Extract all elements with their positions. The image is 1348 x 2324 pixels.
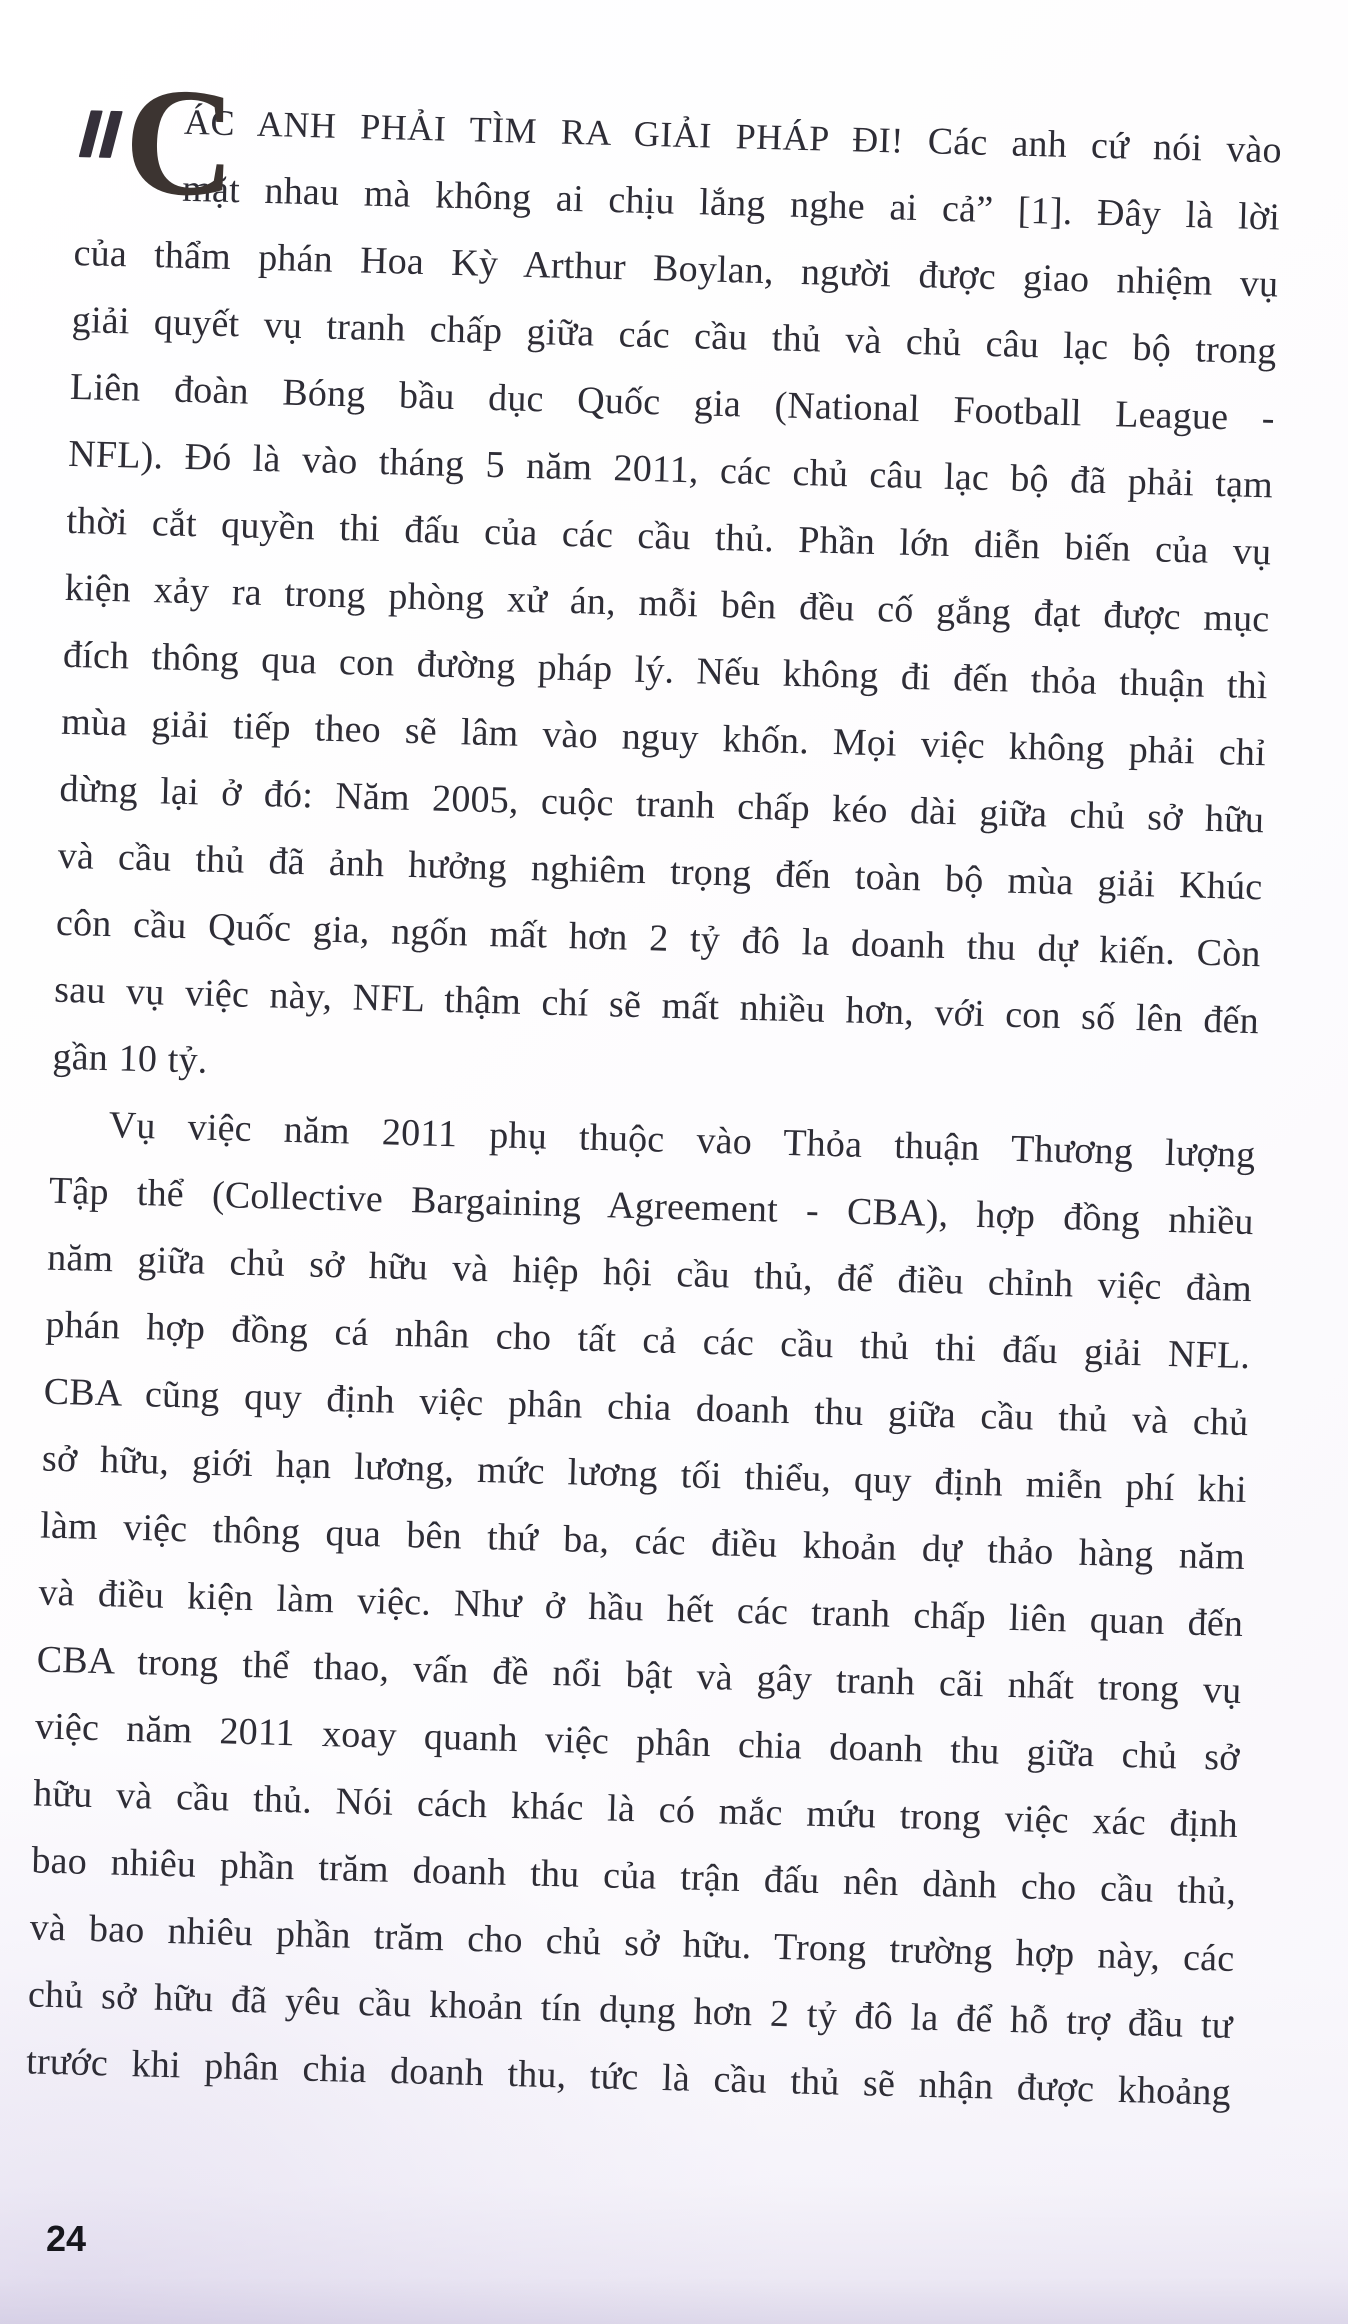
- text-line: sau vụ việc này, NFL thậm chí sẽ mất nhiều hơn, với con số lên đến: [53, 968, 1260, 1043]
- dropcap-block: [75, 56, 238, 230]
- text-line: việc năm 2011 xoay quanh việc phân chia doanh thu giữa chủ sở: [34, 1705, 1241, 1779]
- quote-lead-caps: ÁC ANH PHẢI TÌM RA GIẢI PHÁP ĐI!: [183, 101, 905, 161]
- text-line: kiện xảy ra trong phòng xử án, mỗi bên đều cố gắng đạt được mục: [64, 566, 1270, 641]
- text-line: thời cắt quyền thi đấu của các cầu thủ. Phần lớn diễn biến của vụ: [66, 499, 1272, 574]
- text-line: Vụ việc năm 2011 phụ thuộc vào Thỏa thuận Thương lượng: [108, 1104, 1256, 1177]
- opening-quote-icon: [84, 110, 117, 158]
- page-text-block: [25, 56, 1283, 2127]
- text-line: mùa giải tiếp theo sẽ lâm vào nguy khốn. Mọi việc không phải chỉ: [60, 700, 1267, 775]
- text-line: chủ sở hữu đã yêu cầu khoản tín dụng hơn 2 tỷ đô la để hỗ trợ đầu tư: [27, 1973, 1234, 2047]
- text-line: Tập thể (Collective Bargaining Agreement - CBA), hợp đồng nhiều: [48, 1169, 1255, 1244]
- text-line: NFL). Đó là vào tháng 5 năm 2011, các chủ câu lạc bộ đã phải tạm: [67, 432, 1274, 507]
- text-line: mặt nhau mà không ai chịu lắng nghe ai cả” [1]. Đây là lời: [181, 167, 1281, 239]
- text-line: sở hữu, giới hạn lương, mức lương tối thiểu, quy định miễn phí khi: [41, 1437, 1248, 1512]
- text-line: gần 10 tỷ.: [52, 1035, 209, 1082]
- text-line: côn cầu Quốc gia, ngốn mất hơn 2 tỷ đô la doanh thu dự kiến. Còn: [55, 901, 1262, 976]
- text-line: bao nhiêu phần trăm doanh thu của trận đấu nên dành cho cầu thủ,: [30, 1839, 1237, 1913]
- text-line: giải quyết vụ tranh chấp giữa các cầu thủ và chủ câu lạc bộ trong: [71, 298, 1278, 373]
- dropcap-letter: C: [122, 56, 238, 230]
- text-line: CBA cũng quy định việc phân chia doanh thu giữa cầu thủ và chủ: [43, 1370, 1249, 1445]
- text-line: làm việc thông qua bên thứ ba, các điều khoản dự thảo hàng năm: [39, 1504, 1246, 1579]
- text-line: và bao nhiêu phần trăm cho chủ sở hữu. Trong trường hợp này, các: [29, 1906, 1235, 1980]
- text-line: hữu và cầu thủ. Nói cách khác là có mắc mứu trong việc xác định: [32, 1772, 1239, 1846]
- text-line: trước khi phân chia doanh thu, tức là cầu thủ sẽ nhận được khoảng: [25, 2040, 1232, 2114]
- text-line: đích thông qua con đường pháp lý. Nếu không đi đến thỏa thuận thì: [62, 633, 1269, 708]
- text-line: phán hợp đồng cá nhân cho tất cả các cầu thủ thi đấu giải NFL.: [45, 1303, 1251, 1378]
- text-line: và cầu thủ đã ảnh hưởng nghiêm trọng đến toàn bộ mùa giải Khúc: [57, 834, 1263, 909]
- text-line: và điều kiện làm việc. Như ở hầu hết các tranh chấp liên quan đến: [38, 1571, 1244, 1646]
- paragraph-2: [25, 1091, 1256, 2127]
- paragraph-1: [52, 56, 1283, 1122]
- quote-lead-rest: Các anh cứ nói vào: [927, 120, 1283, 172]
- text-line: năm giữa chủ sở hữu và hiệp hội cầu thủ, để điều chỉnh việc đàm: [46, 1236, 1253, 1311]
- text-line: Liên đoàn Bóng bầu dục Quốc gia (National Football League -: [69, 365, 1276, 440]
- text-line: CBA trong thể thao, vấn đề nổi bật và gây tranh cãi nhất trong vụ: [36, 1638, 1242, 1712]
- text-line: của thẩm phán Hoa Kỳ Arthur Boylan, người được giao nhiệm vụ: [73, 231, 1279, 306]
- text-line: dừng lại ở đó: Năm 2005, cuộc tranh chấp kéo dài giữa chủ sở hữu: [59, 767, 1265, 842]
- paragraph-1-lines: [52, 153, 1281, 1122]
- page-number: 24: [46, 2218, 87, 2259]
